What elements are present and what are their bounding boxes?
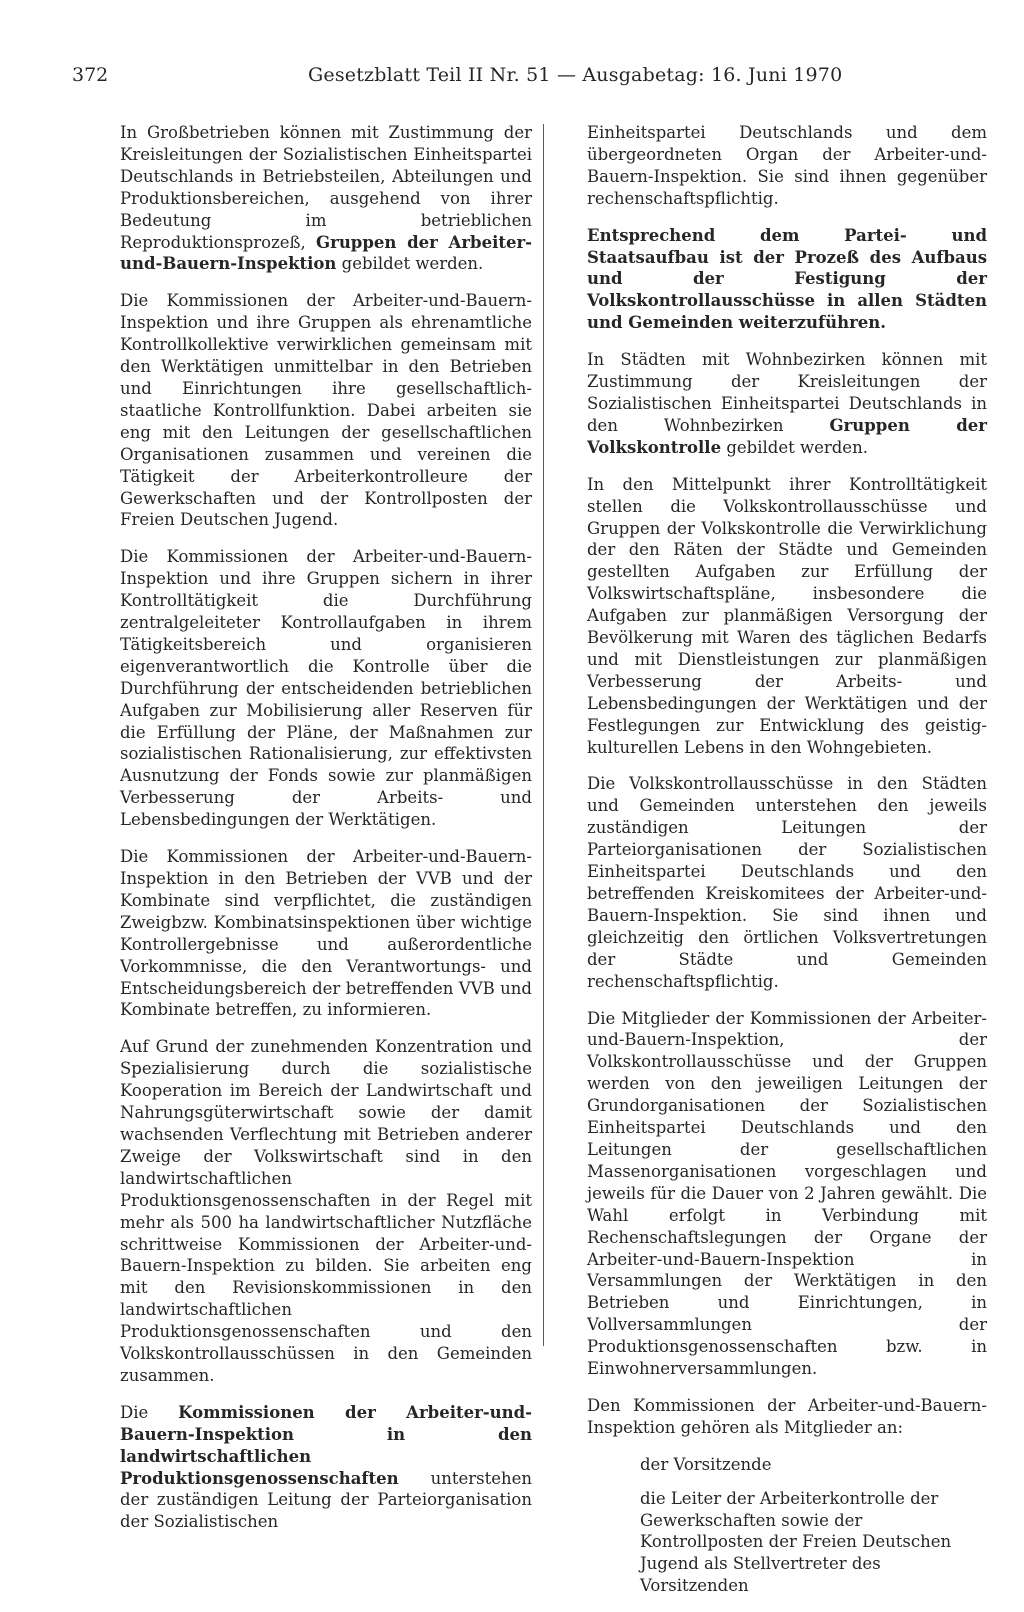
paragraph: In den Mittelpunkt ihrer Kontrolltätigkeit stellen die Volkskontrollausschüsse und Gruppen der Volkskontrolle die Verwirklichung der den Räten der Städte und Gemeinden gestellten Aufgaben zur Erfüllung der Volkswirtschaftspläne, insbesondere die Aufgaben zur planmäßigen Versorgung der Bevölkerung mit Waren des täglichen Bedarfs und mit Dienstleistungen zur planmäßigen Verbesserung der Arbeits- und Lebensbedingungen der Werktätigen und der Festlegungen zur Entwicklung des geistig-kulturellen Lebens in den Wohngebieten. bbox=[587, 474, 987, 757]
paragraph: In Großbetrieben können mit Zustimmung der Kreisleitungen der Sozialistischen Einheitspartei Deutschlands in Betriebsteilen, Abteilungen und Produktionsbereichen, ausgehend von ihrer Bedeutung im betrieblichen Reproduktionsprozeß, Gruppen der Arbeiter-und-Bauern-Inspektion gebildet werden. bbox=[120, 123, 532, 274]
list-item: die Leiter der Arbeiterkontrolle der Gewerkschaften sowie der Kontrollposten der Freien Deutschen Jugend als Stellvertreter des Vorsitzenden bbox=[640, 1488, 952, 1596]
bold-phrase: Kommissionen der Arbeiter-und-Bauern-Inspektion in den landwirtschaftlichen Produktionsgenossenschaften bbox=[120, 1402, 532, 1488]
column-divider bbox=[543, 124, 544, 1346]
right-column bbox=[587, 122, 987, 1612]
page-number: 372 bbox=[72, 64, 109, 86]
paragraph: Auf Grund der zunehmenden Konzentration und Spezialisierung durch die sozialistische Kooperation im Bereich der Landwirtschaft und Nahrungsgüterwirtschaft sowie der damit wachsenden Verflechtung mit Betrieben anderer Zweige der Volkswirtschaft sind in den landwirtschaftlichen Produktionsgenossenschaften in der Regel mit mehr als 500 ha landwirtschaftlicher Nutzfläche schrittweise Kommissionen der Arbeiter-und-Bauern-Inspektion zu bilden. Sie arbeiten eng mit den Revisionskommissionen in den landwirtschaftlichen Produktionsgenossenschaften und den Volkskontrollausschüssen in den Gemeinden zusammen. bbox=[120, 1037, 532, 1385]
paragraph: Die Kommissionen der Arbeiter-und-Bauern-Inspektion in den Betrieben der VVB und der Kombinate sind verpflichtet, die zuständigen Zweigbzw. Kombinatsinspektionen über wichtige Kontrollergebnisse und außerordentliche Vorkommnisse, die den Verantwortungs- und Entscheidungsbereich der betreffenden VVB und Kombinate betreffen, zu informieren. bbox=[120, 847, 532, 1020]
paragraph: In Städten mit Wohnbezirken können mit Zustimmung der Kreisleitungen der Sozialistischen Einheitspartei Deutschlands in den Wohnbezirken Gruppen der Volkskontrolle gebildet werden. bbox=[587, 350, 987, 457]
list-item: der Vorsitzende bbox=[640, 1454, 772, 1474]
paragraph: Den Kommissionen der Arbeiter-und-Bauern-Inspektion gehören als Mitglieder an: bbox=[587, 1395, 987, 1437]
paragraph: Die Kommissionen der Arbeiter-und-Bauern-Inspektion in den landwirtschaftlichen Produktionsgenossenschaften unterstehen der zuständigen Leitung der Parteiorganisation der Sozialistischen bbox=[120, 1402, 532, 1532]
paragraph: Die Kommissionen der Arbeiter-und-Bauern-Inspektion und ihre Gruppen als ehrenamtliche Kontrollkollektive verwirklichen gemeinsam mit den Werktätigen unmittelbar in den Betrieben und Einrichtungen ihre gesellschaftlich-staatliche Kontrollfunktion. Dabei arbeiten sie eng mit den Leitungen der gesellschaftlichen Organisationen zusammen und vereinen die Tätigkeit der Arbeiterkontrolleure der Gewerkschaften und der Kontrollposten der Freien Deutschen Jugend. bbox=[120, 291, 532, 530]
paragraph: Einheitspartei Deutschlands und dem übergeordneten Organ der Arbeiter-und-Bauern-Inspektion. Sie sind ihnen gegenüber rechenschaftspflichtig. bbox=[587, 123, 987, 208]
paragraph: Die Kommissionen der Arbeiter-und-Bauern-Inspektion und ihre Gruppen sichern in ihrer Kontrolltätigkeit die Durchführung zentralgeleiteter Kontrollaufgaben in ihrem Tätigkeitsbereich und organisieren eigenverantwortlich die Kontrolle über die Durchführung der entscheidenden betrieblichen Aufgaben zur Mobilisierung aller Reserven für die Erfüllung der Pläne, der Maßnahmen zur sozialistischen Rationalisierung, zur effektivsten Ausnutzung der Fonds sowie zur planmäßigen Verbesserung der Arbeits- und Lebensbedingungen der Werktätigen. bbox=[120, 547, 532, 830]
bold-paragraph: Entsprechend dem Partei- und Staatsaufbau ist der Prozeß des Aufbaus und der Festigung der Volkskontrollausschüsse in allen Städten und Gemeinden weiterzuführen. bbox=[587, 225, 987, 333]
header-title: Gesetzblatt Teil II Nr. 51 — Ausgabetag: 16. Juni 1970 bbox=[308, 64, 843, 86]
bold-phrase: Gruppen der Arbeiter-und-Bauern-Inspektion bbox=[120, 232, 532, 274]
paragraph: Die Volkskontrollausschüsse in den Städten und Gemeinden unterstehen den jeweils zuständigen Leitungen der Parteiorganisationen der Sozialistischen Einheitspartei Deutschlands und den betreffenden Kreiskomitees der Arbeiter-und-Bauern-Inspektion. Sie sind ihnen und gleichzeitig den örtlichen Volksvertretungen der Städte und Gemeinden rechenschaftspflichtig. bbox=[587, 774, 987, 991]
page-header bbox=[0, 64, 1024, 94]
left-column bbox=[120, 122, 532, 1548]
bold-phrase: Gruppen der Volkskontrolle bbox=[587, 415, 987, 457]
paragraph: Die Mitglieder der Kommissionen der Arbeiter-und-Bauern-Inspektion, der Volkskontrollausschüsse und der Gruppen werden von den jeweiligen Leitungen der Grundorganisationen der Sozialistischen Einheitspartei Deutschlands und den Leitungen der gesellschaftlichen Massenorganisationen vorgeschlagen und jeweils für die Dauer von 2 Jahren gewählt. Die Wahl erfolgt in Verbindung mit Rechenschaftslegungen der Organe der Arbeiter-und-Bauern-Inspektion in Versammlungen der Werktätigen in den Betrieben und Einrichtungen, in Vollversammlungen der Produktionsgenossenschaften bzw. in Einwohnerversammlungen. bbox=[587, 1008, 987, 1379]
